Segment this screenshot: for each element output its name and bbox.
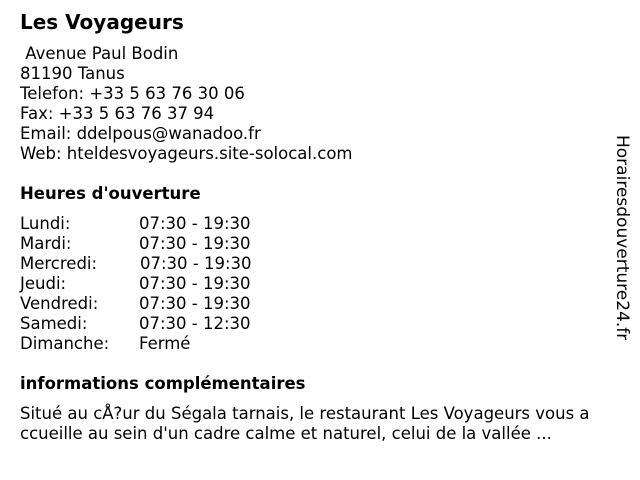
day-hours: 07:30 - 19:30: [139, 294, 251, 313]
day-label: Jeudi:: [20, 274, 67, 293]
hours-row: [20, 334, 320, 354]
address-city: 81190 Tanus: [20, 64, 125, 83]
hours-row: [20, 314, 320, 334]
day-label: Mercredi:: [20, 254, 98, 273]
day-label: Dimanche:: [20, 334, 110, 353]
hours-row: [20, 214, 320, 234]
info-line: ccueille au sein d'un cadre calme et naturel, celui de la vallée ...: [20, 424, 552, 443]
fax-number: Fax: +33 5 63 76 37 94: [20, 104, 215, 123]
hours-heading: Heures d'ouverture: [20, 184, 201, 203]
day-label: Samedi:: [20, 314, 88, 333]
day-hours: 07:30 - 19:30: [139, 274, 251, 293]
day-label: Lundi:: [20, 214, 71, 233]
day-hours: 07:30 - 19:30: [139, 214, 251, 233]
address-street: Avenue Paul Bodin: [20, 44, 179, 63]
email-address: Email: ddelpous@wanadoo.fr: [20, 124, 261, 143]
day-hours: 07:30 - 12:30: [139, 314, 251, 333]
hours-row: [20, 274, 320, 294]
day-hours: 07:30 - 19:30: [139, 234, 251, 253]
contact-block: [20, 44, 352, 164]
hours-row: [20, 254, 320, 274]
watermark-text: Horairesdouverture24.fr: [612, 135, 632, 340]
info-heading: informations complémentaires: [20, 374, 306, 393]
website: Web: hteldesvoyageurs.site-solocal.com: [20, 144, 353, 163]
info-line: Situé au cÅ?ur du Ségala tarnais, le restaurant Les Voyageurs vous a: [20, 404, 590, 423]
phone-number: Telefon: +33 5 63 76 30 06: [20, 84, 245, 103]
day-label: Vendredi:: [20, 294, 99, 313]
hours-row: [20, 294, 320, 314]
info-description: [20, 404, 630, 444]
site-watermark: [612, 135, 632, 340]
day-hours: Fermé: [139, 334, 191, 353]
hours-row: [20, 234, 320, 254]
day-hours: 07:30 - 19:30: [140, 254, 252, 273]
business-name: Les Voyageurs: [20, 10, 184, 34]
hours-table: [20, 214, 320, 354]
day-label: Mardi:: [20, 234, 72, 253]
